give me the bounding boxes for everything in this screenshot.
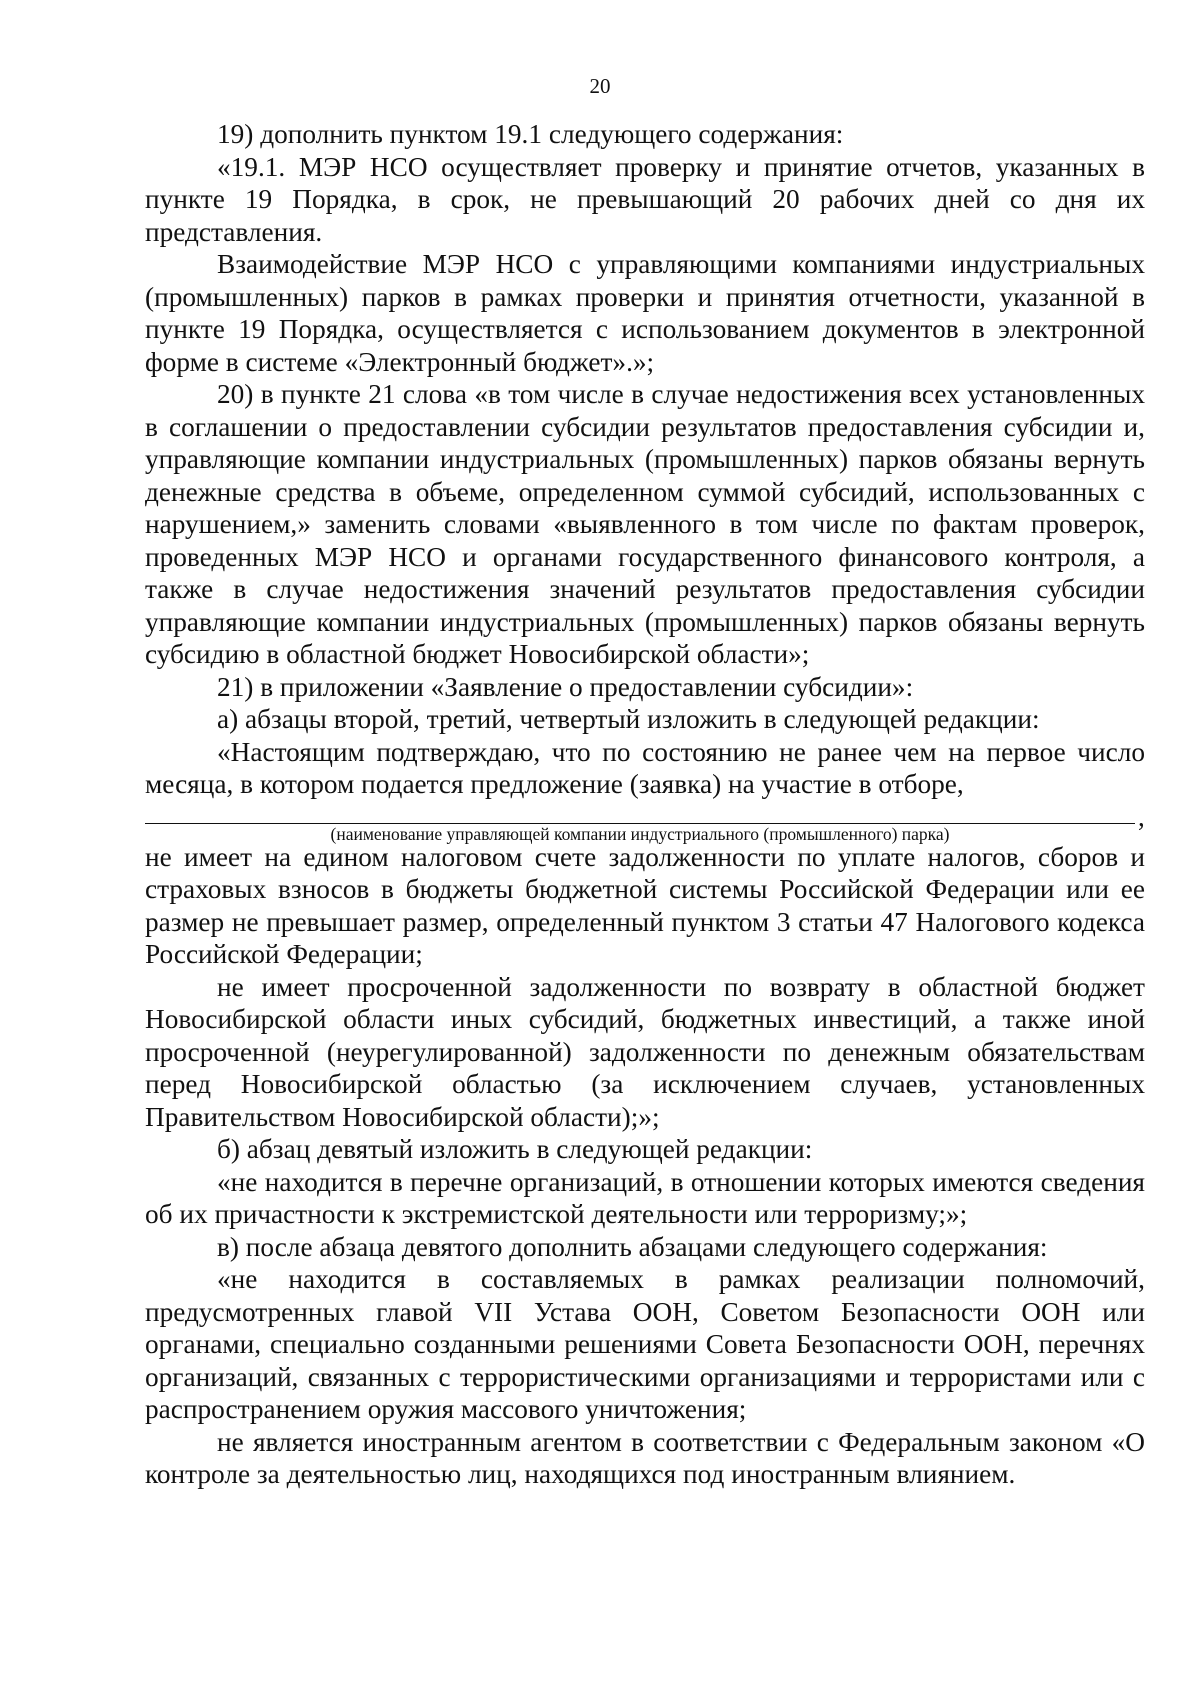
paragraph-item-20: 20) в пункте 21 слова «в том числе в случае недостижения всех установленных в соглашении о предоставлении субсидии результатов предоставления субсидии и, управляющие компании индустриальных (промышленных) парков обязаны вернуть денежные средства в объеме, определенном суммой субсидий, использованных с нарушением,» заменить словами «выявленного в том числе по фактам проверок, проведенных МЭР НСО и органами государственного финансового контроля, а также в случае недостижения значений результатов предоставления субсидии управляющие компании индустриальных (промышленных) парков обязаны вернуть субсидию в областной бюджет Новосибирской области»; bbox=[145, 379, 1145, 669]
paragraph-item-19: 19) дополнить пунктом 19.1 следующего содержания: bbox=[217, 119, 844, 149]
paragraph-extremism: «не находится в перечне организаций, в отношении которых имеются сведения об их причастности к экстремистской деятельности или терроризму;»; bbox=[145, 1166, 1145, 1229]
paragraph-confirmation: «Настоящим подтверждаю, что по состоянию не ранее чем на первое число месяца, в котором подается предложение (заявка) на участие в отборе, bbox=[145, 736, 1145, 799]
paragraph-tax-debt: не имеет на едином налоговом счете задолженности по уплате налогов, сборов и страховых взносов в бюджеты бюджетной системы Российской Федерации или ее размер не превышает размер, определенный пунктом 3 статьи 47 Налогового кодекса Российской Федерации; bbox=[145, 841, 1145, 969]
paragraph-interaction-electronic-budget: Взаимодействие МЭР НСО с управляющими компаниями индустриальных (промышленных) парков в рамках проверки и принятия отчетности, указанной в пункте 19 Порядка, осуществляется с использованием документов в электронной форме в системе «Электронный бюджет».»; bbox=[145, 249, 1145, 377]
paragraph-un-lists: «не находится в составляемых в рамках реализации полномочий, предусмотренных главой VII Устава ООН, Советом Безопасности ООН или органами, специально созданными решениями Совета Безопасности ООН, перечнях организаций, связанных с террористическими организациями и террористами или с распространением оружия массового уничтожения; bbox=[145, 1264, 1145, 1424]
blank-comma: , bbox=[1138, 801, 1145, 832]
paragraph-foreign-agent: не является иностранным агентом в соответствии с Федеральным законом «О контроле за деятельностью лиц, находящихся под иностранным влиянием. bbox=[145, 1426, 1145, 1489]
paragraph-item-21: 21) в приложении «Заявление о предоставлении субсидии»: bbox=[217, 671, 914, 702]
blank-caption: (наименование управляющей компании индустриального (промышленного) парка) bbox=[330, 823, 950, 844]
company-name-blank bbox=[145, 801, 1145, 844]
page-number: 20 bbox=[589, 74, 611, 98]
document-body bbox=[145, 118, 1145, 1491]
paragraph-item-19-1: «19.1. МЭР НСО осуществляет проверку и принятие отчетов, указанных в пункте 19 Порядка, в срок, не превышающий 20 рабочих дней со дня их представления. bbox=[145, 151, 1145, 247]
paragraph-item-21-v: в) после абзаца девятого дополнить абзацами следующего содержания: bbox=[217, 1231, 1048, 1262]
paragraph-item-21-b: б) абзац девятый изложить в следующей редакции: bbox=[217, 1134, 813, 1164]
paragraph-item-21-a: а) абзацы второй, третий, четвертый изложить в следующей редакции: bbox=[217, 704, 1040, 734]
paragraph-overdue-debt: не имеет просроченной задолженности по возврату в областной бюджет Новосибирской области иных субсидий, бюджетных инвестиций, а также иной просроченной (неурегулированной) задолженности по денежным обязательствам перед Новосибирской областью (за исключением случаев, установленных Правительством Новосибирской области);»; bbox=[145, 971, 1145, 1132]
